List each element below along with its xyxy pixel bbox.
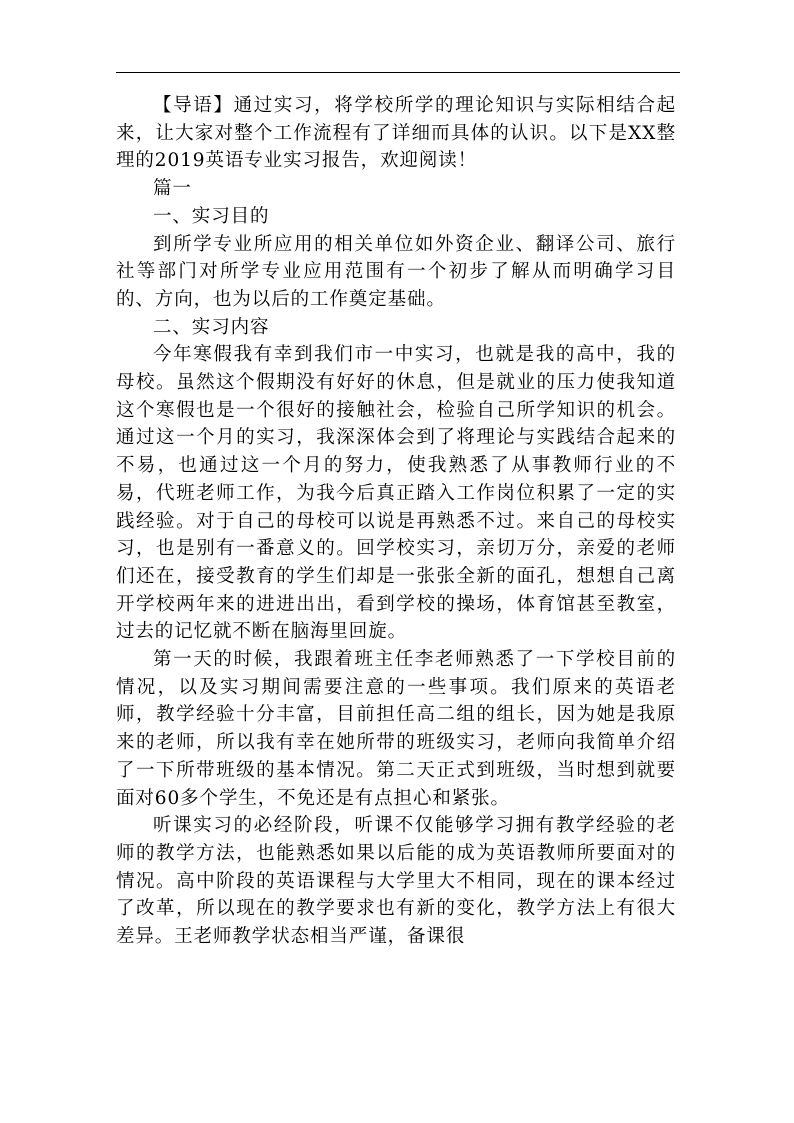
heading-purpose: 一、实习目的: [153, 205, 270, 227]
content-paragraph-3: 听课实习的必经阶段，听课不仅能够学习拥有教学经验的老师的教学方法，也能熟悉如果以后能的成为英语教师所要面对的情况。高中阶段的英语课程与大学里大不相同，现在的课本经过了改革，所以现在的教学要求也有新的变化，教学方法上有很大差异。王老师教学状态相当严谨，备课很: [116, 815, 676, 948]
header-rule: [116, 72, 680, 73]
content-paragraph-1: 今年寒假我有幸到我们市一中实习，也就是我的高中，我的母校。虽然这个假期没有好好的休息，但是就业的压力使我知道这个寒假也是一个很好的接触社会，检验自己所学知识的机会。通过这一个月的实习，我深深体会到了将理论与实践结合起来的不易，也通过这一个月的努力，使我熟悉了从事教师行业的不易，代班老师工作，为我今后真正踏入工作岗位积累了一定的实践经验。对于自己的母校可以说是再熟悉不过。来自己的母校实习，也是别有一番意义的。回学校实习，亲切万分，亲爱的老师们还在，接受教育的学生们却是一张张全新的面孔，想想自己离开学校两年来的进进出出，看到学校的操场，体育馆甚至教室，过去的记忆就不断在脑海里回旋。: [116, 344, 676, 643]
heading-content: 二、实习内容: [153, 316, 270, 338]
intro-paragraph: 【导语】通过实习，将学校所学的理论知识与实际相结合起来，让大家对整个工作流程有了详细而具体的认识。以下是XX整理的2019英语专业实习报告，欢迎阅读！: [116, 95, 676, 172]
section-title: 篇一: [153, 178, 192, 200]
document-body: [116, 92, 676, 951]
purpose-paragraph: 到所学专业所应用的相关单位如外资企业、翻译公司、旅行社等部门对所学专业应用范围有一个初步了解从而明确学习目的、方向，也为以后的工作奠定基础。: [116, 233, 676, 310]
content-paragraph-2: 第一天的时候，我跟着班主任李老师熟悉了一下学校目前的情况，以及实习期间需要注意的一些事项。我们原来的英语老师，教学经验十分丰富，目前担任高二组的组长，因为她是我原来的老师，所以我有幸在她所带的班级实习，老师向我简单介绍了一下所带班级的基本情况。第二天正式到班级，当时想到就要面对60多个学生，不免还是有点担心和紧张。: [116, 649, 676, 809]
